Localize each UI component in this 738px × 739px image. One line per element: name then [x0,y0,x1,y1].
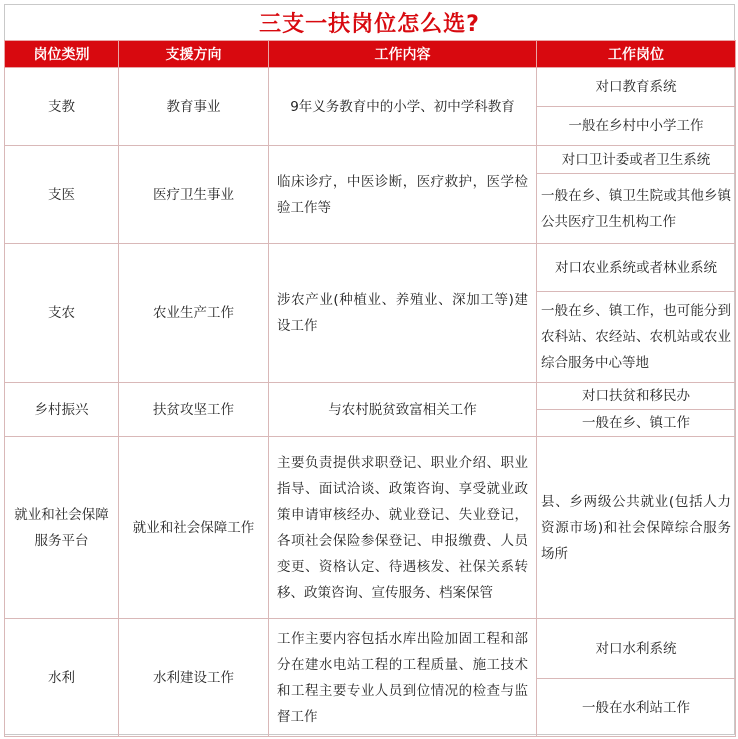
table-row [5,68,736,107]
direction-cell: 扶贫攻坚工作 [119,383,269,437]
post-cell: 对口教育系统 [537,68,736,107]
content-cell: 9年义务教育中的小学、初中学科教育 [269,68,537,146]
table-header-row [5,41,736,68]
column-header-direction: 支援方向 [119,41,269,68]
post-cell: 对口扶贫和移民办 [537,383,736,410]
content-cell: 临床诊疗，中医诊断，医疗救护，医学检验工作等 [269,146,537,244]
table-row [5,146,736,174]
table-row [5,383,736,410]
direction-cell: 水利建设工作 [119,619,269,737]
post-cell: 对口农业系统或者林业系统 [537,244,736,292]
table-row [5,437,736,619]
content-cell: 主要负责提供求职登记、职业介绍、职业指导、面试洽谈、政策咨询、享受就业政策申请审核经办、就业登记、失业登记，各项社会保险参保登记、申报缴费、人员变更、资格认定、待遇核发、社保关系转移、政策咨询、宣传服务、档案保管 [269,437,537,619]
category-cell: 水利 [5,619,119,737]
table-row [5,244,736,292]
direction-cell: 农业生产工作 [119,244,269,383]
category-cell: 支教 [5,68,119,146]
post-cell: 县、乡两级公共就业(包括人力资源市场)和社会保障综合服务场所 [537,437,736,619]
table-row [5,619,736,679]
post-cell: 一般在乡村中小学工作 [537,107,736,146]
post-cell: 一般在乡、镇工作，也可能分到农科站、农经站、农机站或农业综合服务中心等地 [537,292,736,383]
post-cell: 一般在乡、镇卫生院或其他乡镇公共医疗卫生机构工作 [537,174,736,244]
direction-cell: 教育事业 [119,68,269,146]
column-header-category: 岗位类别 [5,41,119,68]
column-header-content: 工作内容 [269,41,537,68]
column-header-posts: 工作岗位 [537,41,736,68]
post-cell: 对口水利系统 [537,619,736,679]
content-cell: 涉农产业(种植业、养殖业、深加工等)建设工作 [269,244,537,383]
page-title: 三支一扶岗位怎么选? [259,11,480,37]
post-cell: 一般在水利站工作 [537,679,736,737]
post-cell: 一般在乡、镇工作 [537,410,736,437]
content-cell: 工作主要内容包括水库出险加固工程和部分在建水电站工程的工程质量、施工技术和工程主要专业人员到位情况的检查与监督工作 [269,619,537,737]
category-cell: 支医 [5,146,119,244]
category-cell: 支农 [5,244,119,383]
category-cell: 就业和社会保障服务平台 [5,437,119,619]
category-cell: 乡村振兴 [5,383,119,437]
post-cell: 对口卫计委或者卫生系统 [537,146,736,174]
direction-cell: 医疗卫生事业 [119,146,269,244]
positions-table [4,40,736,737]
content-cell: 与农村脱贫致富相关工作 [269,383,537,437]
direction-cell: 就业和社会保障工作 [119,437,269,619]
